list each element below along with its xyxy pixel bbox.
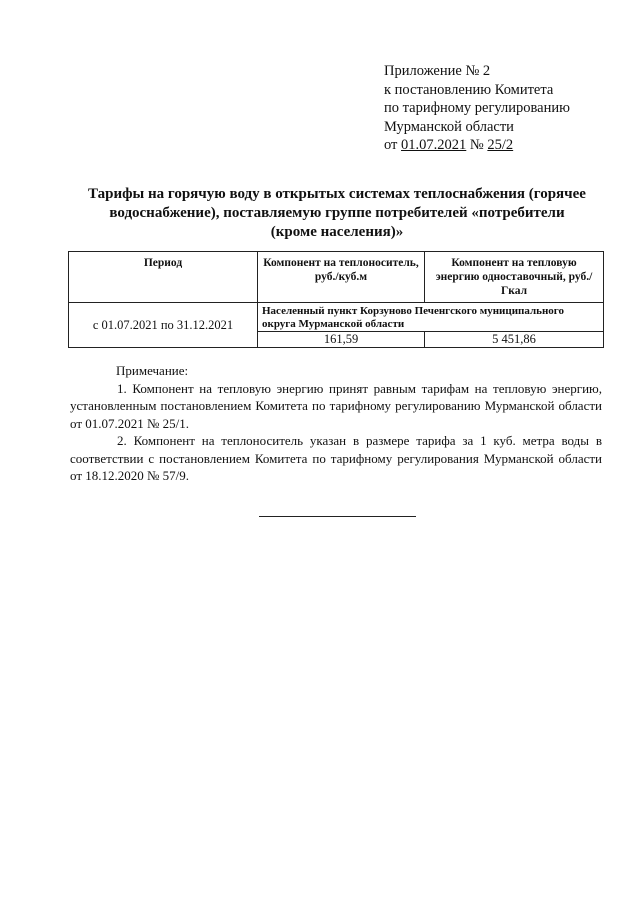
cell-carrier-value: 161,59 xyxy=(258,332,425,348)
appendix-date-line xyxy=(384,136,570,155)
table-row xyxy=(69,303,604,332)
appendix-region-line: Мурманской области xyxy=(384,118,514,135)
cell-location: Населенный пункт Корзуново Печенгского муниципального округа Мурманской области xyxy=(258,303,604,332)
tariff-table xyxy=(68,251,604,348)
notes-label: Примечание: xyxy=(116,363,189,378)
appendix-decree-number: 25/2 xyxy=(487,137,514,153)
table-header-row xyxy=(69,252,604,303)
title-line-2: водоснабжение), поставляемую группе потребителей «потребители xyxy=(109,205,565,221)
appendix-number: Приложение № 2 xyxy=(384,63,491,79)
closing-rule xyxy=(259,516,416,517)
appendix-ref-line: к постановлению Комитета xyxy=(384,81,554,98)
header-period: Период xyxy=(69,252,258,303)
header-energy: Компонент на тепловую энергию одноставочный, руб./Гкал xyxy=(425,252,604,303)
note-2: 2. Компонент на теплоноситель указан в размере тарифа за 1 куб. метра воды в соответствии с постановлением Комитета по тарифному регулирования Мурманской области от 18.12.2020 № 57/9. xyxy=(70,433,602,483)
title-line-3: (кроме населения)» xyxy=(270,224,404,240)
header-carrier: Компонент на теплоноситель, руб./куб.м xyxy=(258,252,425,303)
appendix-number-prefix: № xyxy=(466,137,488,153)
cell-energy-value: 5 451,86 xyxy=(425,332,604,348)
appendix-date-prefix: от xyxy=(384,137,402,153)
note-1: 1. Компонент на тепловую энергию принят равным тарифам на тепловую энергию, установленным постановлением Комитета по тарифному регулированию Мурманской области от 01.07.2021 № 25/1. xyxy=(70,380,602,431)
notes-block xyxy=(70,362,602,485)
appendix-committee-line: по тарифному регулированию xyxy=(384,100,570,116)
cell-period: с 01.07.2021 по 31.12.2021 xyxy=(69,303,258,348)
appendix-block xyxy=(384,62,570,155)
appendix-date: 01.07.2021 xyxy=(401,137,467,153)
document-title xyxy=(70,185,604,242)
title-line-1: Тарифы на горячую воду в открытых системах теплоснабжения (горячее xyxy=(88,186,586,202)
